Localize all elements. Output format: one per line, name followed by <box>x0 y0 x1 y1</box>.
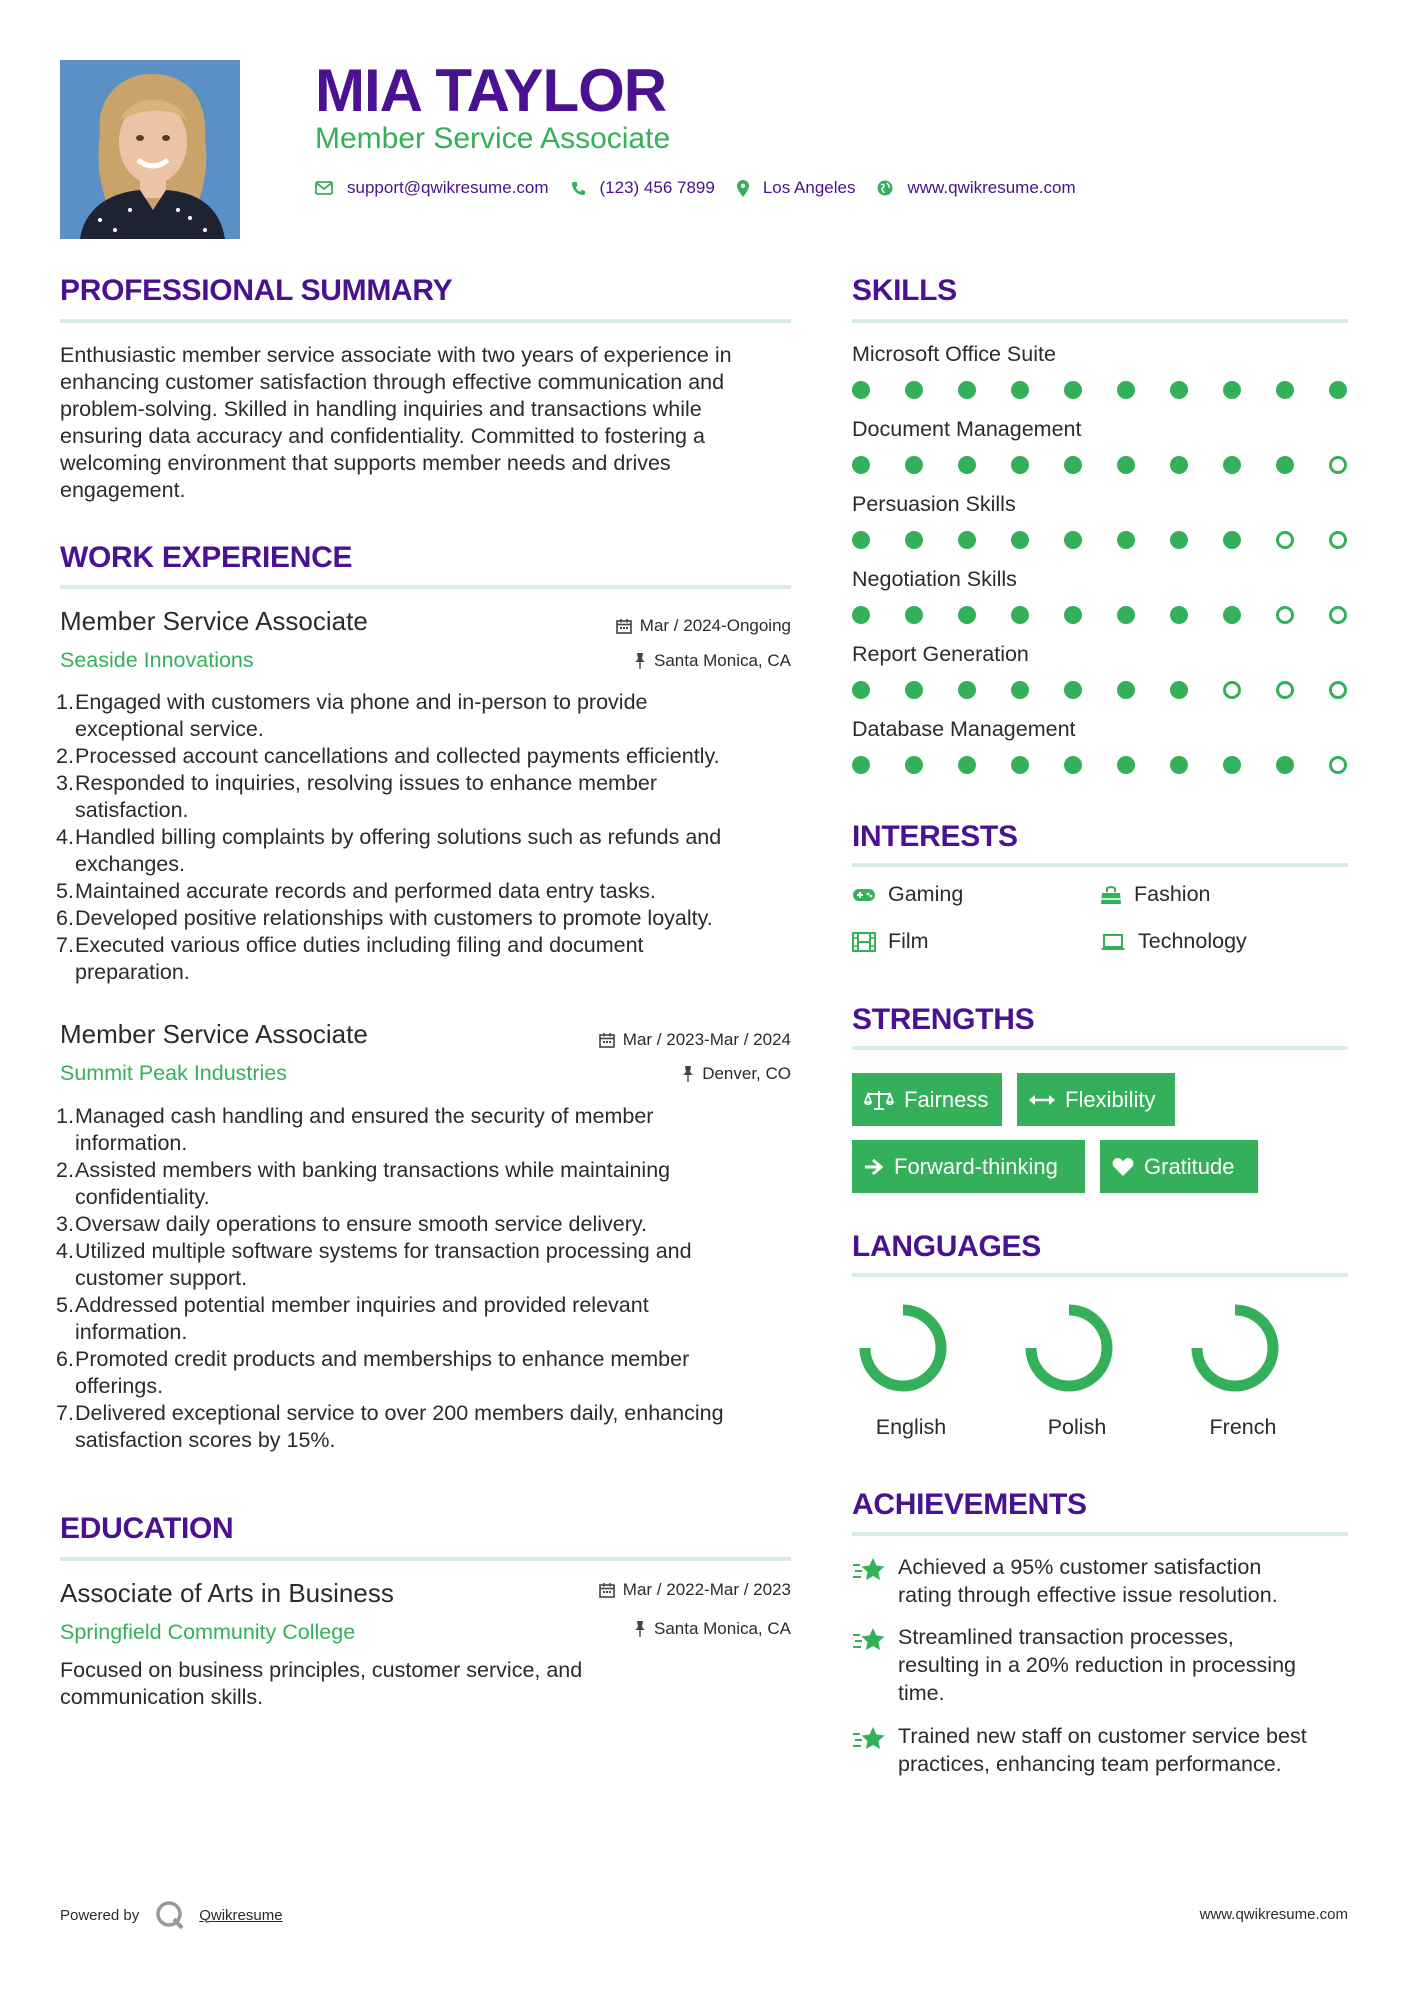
skill-dot-empty <box>1329 456 1347 474</box>
balance-scale-icon <box>864 1089 894 1111</box>
calendar-icon <box>599 1032 615 1048</box>
skill-dot-filled <box>1276 456 1294 474</box>
job-title: Member Service Associate <box>60 1019 368 1049</box>
skill-dot-filled <box>1117 681 1135 699</box>
laptop-icon <box>1100 933 1126 951</box>
strength-badge: Flexibility <box>1017 1073 1175 1126</box>
skill-rating <box>852 380 1348 400</box>
skill-dot-filled <box>1170 381 1188 399</box>
list-item: 2. Processed account cancellations and collected payments efficiently. <box>56 744 720 768</box>
list-item: 3. Oversaw daily operations to ensure smooth service delivery. <box>56 1212 647 1236</box>
skill-dot-filled <box>1064 606 1082 624</box>
list-item: 7. Executed various office duties including filing and document preparation. <box>56 933 644 984</box>
skill-dot-filled <box>852 756 870 774</box>
skill-dot-filled <box>1117 756 1135 774</box>
skill-dot-empty <box>1276 681 1294 699</box>
skill-rating <box>852 530 1348 550</box>
skill-dot-filled <box>1117 456 1135 474</box>
skill-dot-filled <box>1011 531 1029 549</box>
language-level-arc <box>1197 1310 1273 1386</box>
skill-dot-filled <box>905 606 923 624</box>
strength-badge: Forward-thinking <box>852 1140 1085 1193</box>
languages-rule <box>852 1273 1348 1277</box>
skill-dot-filled <box>958 531 976 549</box>
interests-heading: INTERESTS <box>852 820 1018 853</box>
skill-dot-filled <box>1011 756 1029 774</box>
skill-rating <box>852 455 1348 475</box>
job-duties-list <box>56 1103 801 1454</box>
contact-location <box>737 178 856 198</box>
phone-icon <box>571 181 586 196</box>
skill-dot-filled <box>1223 456 1241 474</box>
contact-location-text: Los Angeles <box>762 178 856 197</box>
list-item: 6. Promoted credit products and memberships to enhance member offerings. <box>56 1347 690 1398</box>
powered-by-label: Powered by <box>60 1906 140 1924</box>
skill-dot-filled <box>1329 381 1347 399</box>
language-ring <box>857 1302 949 1394</box>
interest-item: Gaming <box>852 882 963 907</box>
map-marker-icon <box>737 180 749 197</box>
job-company: Seaside Innovations <box>60 648 254 672</box>
contact-email[interactable] <box>315 178 549 198</box>
arrows-horizontal-icon <box>1029 1094 1055 1106</box>
job-duties-list <box>56 689 801 986</box>
calendar-icon <box>616 618 632 634</box>
skill-dot-filled <box>1064 381 1082 399</box>
contact-phone[interactable] <box>571 178 715 198</box>
skill-dot-filled <box>1223 756 1241 774</box>
qwikresume-logo-icon <box>155 1900 185 1930</box>
candidate-role: Member Service Associate <box>315 122 671 155</box>
skill-dot-empty <box>1276 531 1294 549</box>
skill-dot-filled <box>958 756 976 774</box>
skill-dot-filled <box>852 681 870 699</box>
footer-website[interactable]: www.qwikresume.com <box>1199 1906 1348 1923</box>
shopping-bag-icon <box>1100 885 1122 905</box>
list-item: 4. Handled billing complaints by offering solutions such as refunds and exchanges. <box>56 825 722 876</box>
list-item: 5. Maintained accurate records and performed data entry tasks. <box>56 879 656 903</box>
skill-dot-filled <box>1011 456 1029 474</box>
skill-dot-empty <box>1223 681 1241 699</box>
education-description: Focused on business principles, customer service, and communication skills. <box>60 1658 583 1709</box>
skill-dot-filled <box>1223 381 1241 399</box>
skill-dot-filled <box>852 456 870 474</box>
star-achievement-icon <box>852 1555 886 1585</box>
skill-dot-filled <box>1064 681 1082 699</box>
skill-dot-filled <box>958 456 976 474</box>
skill-dot-empty <box>1276 606 1294 624</box>
skill-dot-filled <box>905 756 923 774</box>
school-name: Springfield Community College <box>60 1620 356 1644</box>
strengths-heading: STRENGTHS <box>852 1003 1035 1036</box>
job-title: Member Service Associate <box>60 606 368 636</box>
skill-name: Persuasion Skills <box>852 492 1016 516</box>
skill-dot-empty <box>1329 756 1347 774</box>
pushpin-icon <box>634 1621 646 1637</box>
film-icon <box>852 932 876 952</box>
language-level-arc <box>1031 1310 1107 1386</box>
calendar-icon <box>599 1582 615 1598</box>
skill-dot-empty <box>1329 606 1347 624</box>
language-name: French <box>1209 1415 1277 1439</box>
list-item: 5. Addressed potential member inquiries and provided relevant information. <box>56 1293 649 1344</box>
list-item: 2. Assisted members with banking transactions while maintaining confidentiality. <box>56 1158 671 1209</box>
skill-dot-filled <box>958 381 976 399</box>
skill-name: Microsoft Office Suite <box>852 342 1056 366</box>
skill-dot-filled <box>905 531 923 549</box>
language-ring <box>1189 1302 1281 1394</box>
list-item: 3. Responded to inquiries, resolving issues to enhance member satisfaction. <box>56 771 658 822</box>
skill-rating <box>852 755 1348 775</box>
languages-heading: LANGUAGES <box>852 1230 1041 1263</box>
experience-heading: WORK EXPERIENCE <box>60 541 353 574</box>
language-level-arc <box>865 1310 941 1386</box>
contact-email-text: support@qwikresume.com <box>347 178 549 197</box>
skill-dot-filled <box>852 381 870 399</box>
strength-badge: Fairness <box>852 1073 1002 1126</box>
skill-name: Report Generation <box>852 642 1029 666</box>
skill-dot-empty <box>1329 531 1347 549</box>
education-rule <box>60 1557 791 1561</box>
language-name: Polish <box>1047 1415 1107 1439</box>
skills-rule <box>852 319 1348 323</box>
skill-dot-filled <box>958 606 976 624</box>
skill-name: Negotiation Skills <box>852 567 1017 591</box>
skill-dot-filled <box>1117 606 1135 624</box>
skill-dot-empty <box>1329 681 1347 699</box>
globe-icon <box>877 180 893 196</box>
skill-dot-filled <box>1011 681 1029 699</box>
skill-name: Database Management <box>852 717 1076 741</box>
interest-item: Fashion <box>1100 882 1211 907</box>
achievements-rule <box>852 1532 1348 1536</box>
skill-rating <box>852 605 1348 625</box>
envelope-icon <box>315 181 333 195</box>
list-item: 7. Delivered exceptional service to over 200 members daily, enhancing satisfaction scores by 15%. <box>56 1401 724 1452</box>
strength-badge: Gratitude <box>1100 1140 1258 1193</box>
skill-rating <box>852 680 1348 700</box>
skill-dot-filled <box>1064 456 1082 474</box>
skill-dot-filled <box>1276 381 1294 399</box>
skill-dot-filled <box>1223 606 1241 624</box>
achievement-item: Trained new staff on customer service best practices, enhancing team performance. <box>852 1722 1352 1778</box>
summary-rule <box>60 319 791 323</box>
skill-dot-filled <box>1064 756 1082 774</box>
strengths-rule <box>852 1046 1348 1050</box>
heart-icon <box>1112 1157 1134 1177</box>
candidate-name: MIA TAYLOR <box>315 57 667 124</box>
skill-dot-filled <box>1223 531 1241 549</box>
resume-page: MIA TAYLOR Member Service Associate support@qwikresume.com (123) 456 7899 Los Angeles www.qwikresume.com PROFESSIONAL SUMMARY Enthusiastic member service associate with two years of experience in enhancing customer satisfaction through effective communication and problem-solving. Skilled in handling inquiries and transactions while ensuring data accuracy and confidentiality. Committed to fostering a welcoming environment that supports member needs and drives engagement. WORK EXPERIENCE Member Service Associate Seaside Innovations Mar / 2024-Ongoing Santa Monica, CA 1. Engaged with customers via phone and in-person to provide exceptional service. 2. Processed account cancellations and collected payments efficiently. 3. Responded to inquiries, resolving issues to enhance member satisfaction. 4. Handled billing complaints by offering solutions such as refunds and exchanges. 5. Maintained accurate records and performed data entry tasks. 6. Developed positive relationships with customers to promote loyalty. 7. Executed various office duties including filing and document preparation. Member Service Associate Summit Peak Industries Mar / 2023-Mar / 2024 Denver, CO 1. Managed cash handling and ensured the security of member information. 2. Assisted members with banking transactions while maintaining confidentiality. 3. Oversaw daily operations to ensure smooth service delivery. 4. Utilized multiple software systems for transaction processing and customer support. 5. Addressed potential member inquiries and provided relevant information. 6. Promoted credit products and memberships to enhance member offerings. 7. Delivered exceptional service to over 200 members daily, enhancing satisfaction scores by 15%. EDUCATION Associate of Arts in Business Springfield Community College Mar / 2022-Mar / 2023 Santa Monica, CA Focused on business principles, customer service, and communication skills. SKILLS Microsoft Office Suite Document Management Persuasion Skills Negotiation Skills Report Generation Database Management INTERESTS Gaming Fashion Film Technology STRENGTHS Fairness Flexibility Forward-thinking Gratitude LANGUAGES English Polish French ACHIEVEMENTS Achieved a 95% customer satisfaction rating through effective issue resolution. Streamlined transaction processes, resulting in a 20% reduction in processing time. Trained new staff on customer service best practices, enhancing team performance. Powered by Qwikresume www.qwikresume.com <box>0 0 1407 1990</box>
experience-rule <box>60 585 791 589</box>
skill-dot-filled <box>1170 456 1188 474</box>
skill-dot-filled <box>1170 681 1188 699</box>
skill-dot-filled <box>905 681 923 699</box>
achievement-item: Streamlined transaction processes, resulting in a 20% reduction in processing time. <box>852 1623 1352 1707</box>
skill-dot-filled <box>905 381 923 399</box>
skill-dot-filled <box>1170 756 1188 774</box>
skill-dot-filled <box>1170 531 1188 549</box>
skill-dot-filled <box>1170 606 1188 624</box>
skill-dot-filled <box>1117 531 1135 549</box>
degree-title: Associate of Arts in Business <box>60 1578 394 1608</box>
skill-dot-filled <box>1117 381 1135 399</box>
skill-dot-filled <box>905 456 923 474</box>
skill-name: Document Management <box>852 417 1082 441</box>
skill-dot-filled <box>1276 756 1294 774</box>
qwikresume-link[interactable]: Qwikresume <box>199 1906 283 1924</box>
skill-dot-filled <box>852 606 870 624</box>
list-item: 1. Managed cash handling and ensured the security of member information. <box>56 1104 654 1155</box>
language-ring <box>1023 1302 1115 1394</box>
arrow-right-icon <box>864 1158 884 1176</box>
summary-heading: PROFESSIONAL SUMMARY <box>60 274 453 307</box>
gamepad-icon <box>852 887 876 903</box>
achievement-item: Achieved a 95% customer satisfaction rating through effective issue resolution. <box>852 1553 1352 1609</box>
pushpin-icon <box>682 1066 694 1082</box>
skill-dot-filled <box>1011 606 1029 624</box>
profile-photo <box>60 60 240 239</box>
list-item: 1. Engaged with customers via phone and in-person to provide exceptional service. <box>56 690 648 741</box>
summary-text: Enthusiastic member service associate with two years of experience in enhancing customer satisfaction through effective communication and problem-solving. Skilled in handling inquiries and transactions while ensuring data accuracy and confidentiality. Committed to fostering a welcoming environment that supports member needs and drives engagement. <box>60 343 732 502</box>
skill-dot-filled <box>958 681 976 699</box>
list-item: 4. Utilized multiple software systems for transaction processing and customer support. <box>56 1239 692 1290</box>
list-item: 6. Developed positive relationships with customers to promote loyalty. <box>56 906 713 930</box>
star-achievement-icon <box>852 1724 886 1754</box>
skill-dot-filled <box>852 531 870 549</box>
contact-phone-text: (123) 456 7899 <box>599 178 715 197</box>
language-name: English <box>875 1415 947 1439</box>
pushpin-icon <box>634 653 646 669</box>
star-achievement-icon <box>852 1625 886 1655</box>
contact-website-text: www.qwikresume.com <box>907 178 1076 197</box>
interests-rule <box>852 863 1348 867</box>
interest-item: Technology <box>1100 929 1247 954</box>
skills-heading: SKILLS <box>852 274 957 307</box>
job-company: Summit Peak Industries <box>60 1061 288 1085</box>
footer-powered-by <box>60 1900 283 1930</box>
skill-dot-filled <box>1064 531 1082 549</box>
achievements-heading: ACHIEVEMENTS <box>852 1488 1087 1521</box>
skill-dot-filled <box>1011 381 1029 399</box>
interest-item: Film <box>852 929 929 954</box>
education-heading: EDUCATION <box>60 1512 234 1545</box>
contact-bar <box>315 178 1098 198</box>
contact-website[interactable] <box>877 178 1075 198</box>
